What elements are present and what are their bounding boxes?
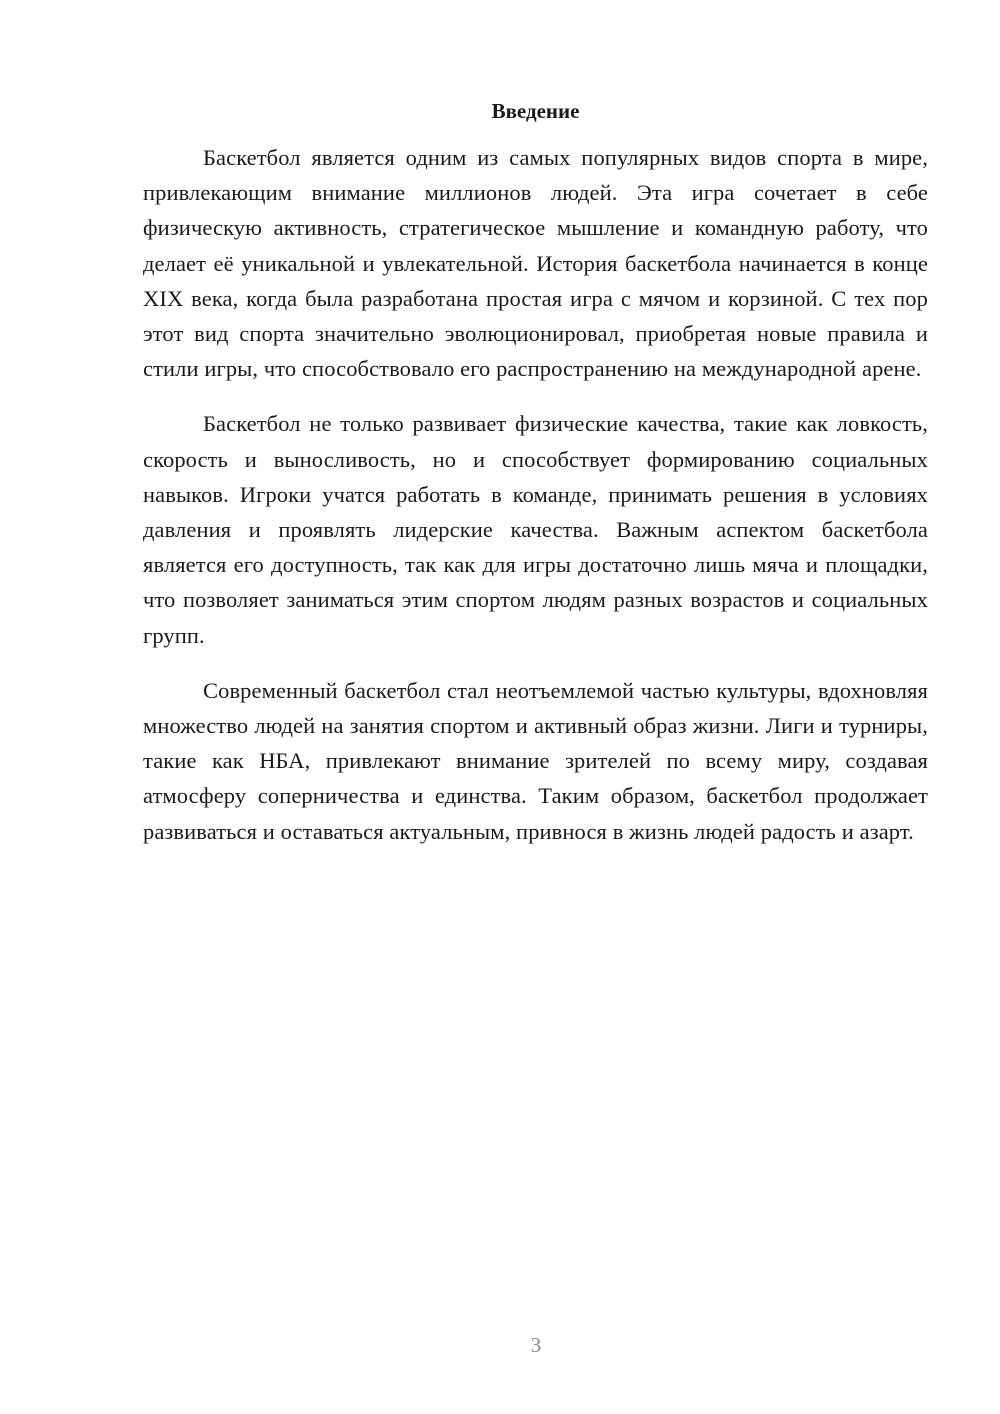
paragraph-1: Баскетбол является одним из самых популярных видов спорта в мире, привлекающим внимание миллионов людей. Эта игра сочетает в себе физическую активность, стратегическое мышление и командную работу, что делает её уникальной и увлекательной. История баскетбола начинается в конце XIX века, когда была разработана простая игра с мячом и корзиной. С тех пор этот вид спорта значительно эволюционировал, приобретая новые правила и стили игры, что способствовало его распространению на международной арене. bbox=[143, 145, 928, 382]
paragraph-2: Баскетбол не только развивает физические качества, такие как ловкость, скорость и выносливость, но и способствует формированию социальных навыков. Игроки учатся работать в команде, принимать решения в условиях давления и проявлять лидерские качества. Важным аспектом баскетбола является его доступность, так как для игры достаточно лишь мяча и площадки, что позволяет заниматься этим спортом людям разных возрастов и социальных групп. bbox=[143, 411, 928, 648]
section-heading: Введение bbox=[491, 99, 580, 123]
page-content bbox=[143, 96, 928, 869]
paragraph-3: Современный баскетбол стал неотъемлемой частью культуры, вдохновляя множество людей на занятия спортом и активный образ жизни. Лиги и турниры, такие как НБА, привлекают внимание зрителей по всему миру, создавая атмосферу соперничества и единства. Таким образом, баскетбол продолжает развиваться и оставаться актуальным, привнося в жизнь людей радость и азарт. bbox=[143, 677, 928, 844]
page-number: 3 bbox=[530, 1333, 542, 1357]
